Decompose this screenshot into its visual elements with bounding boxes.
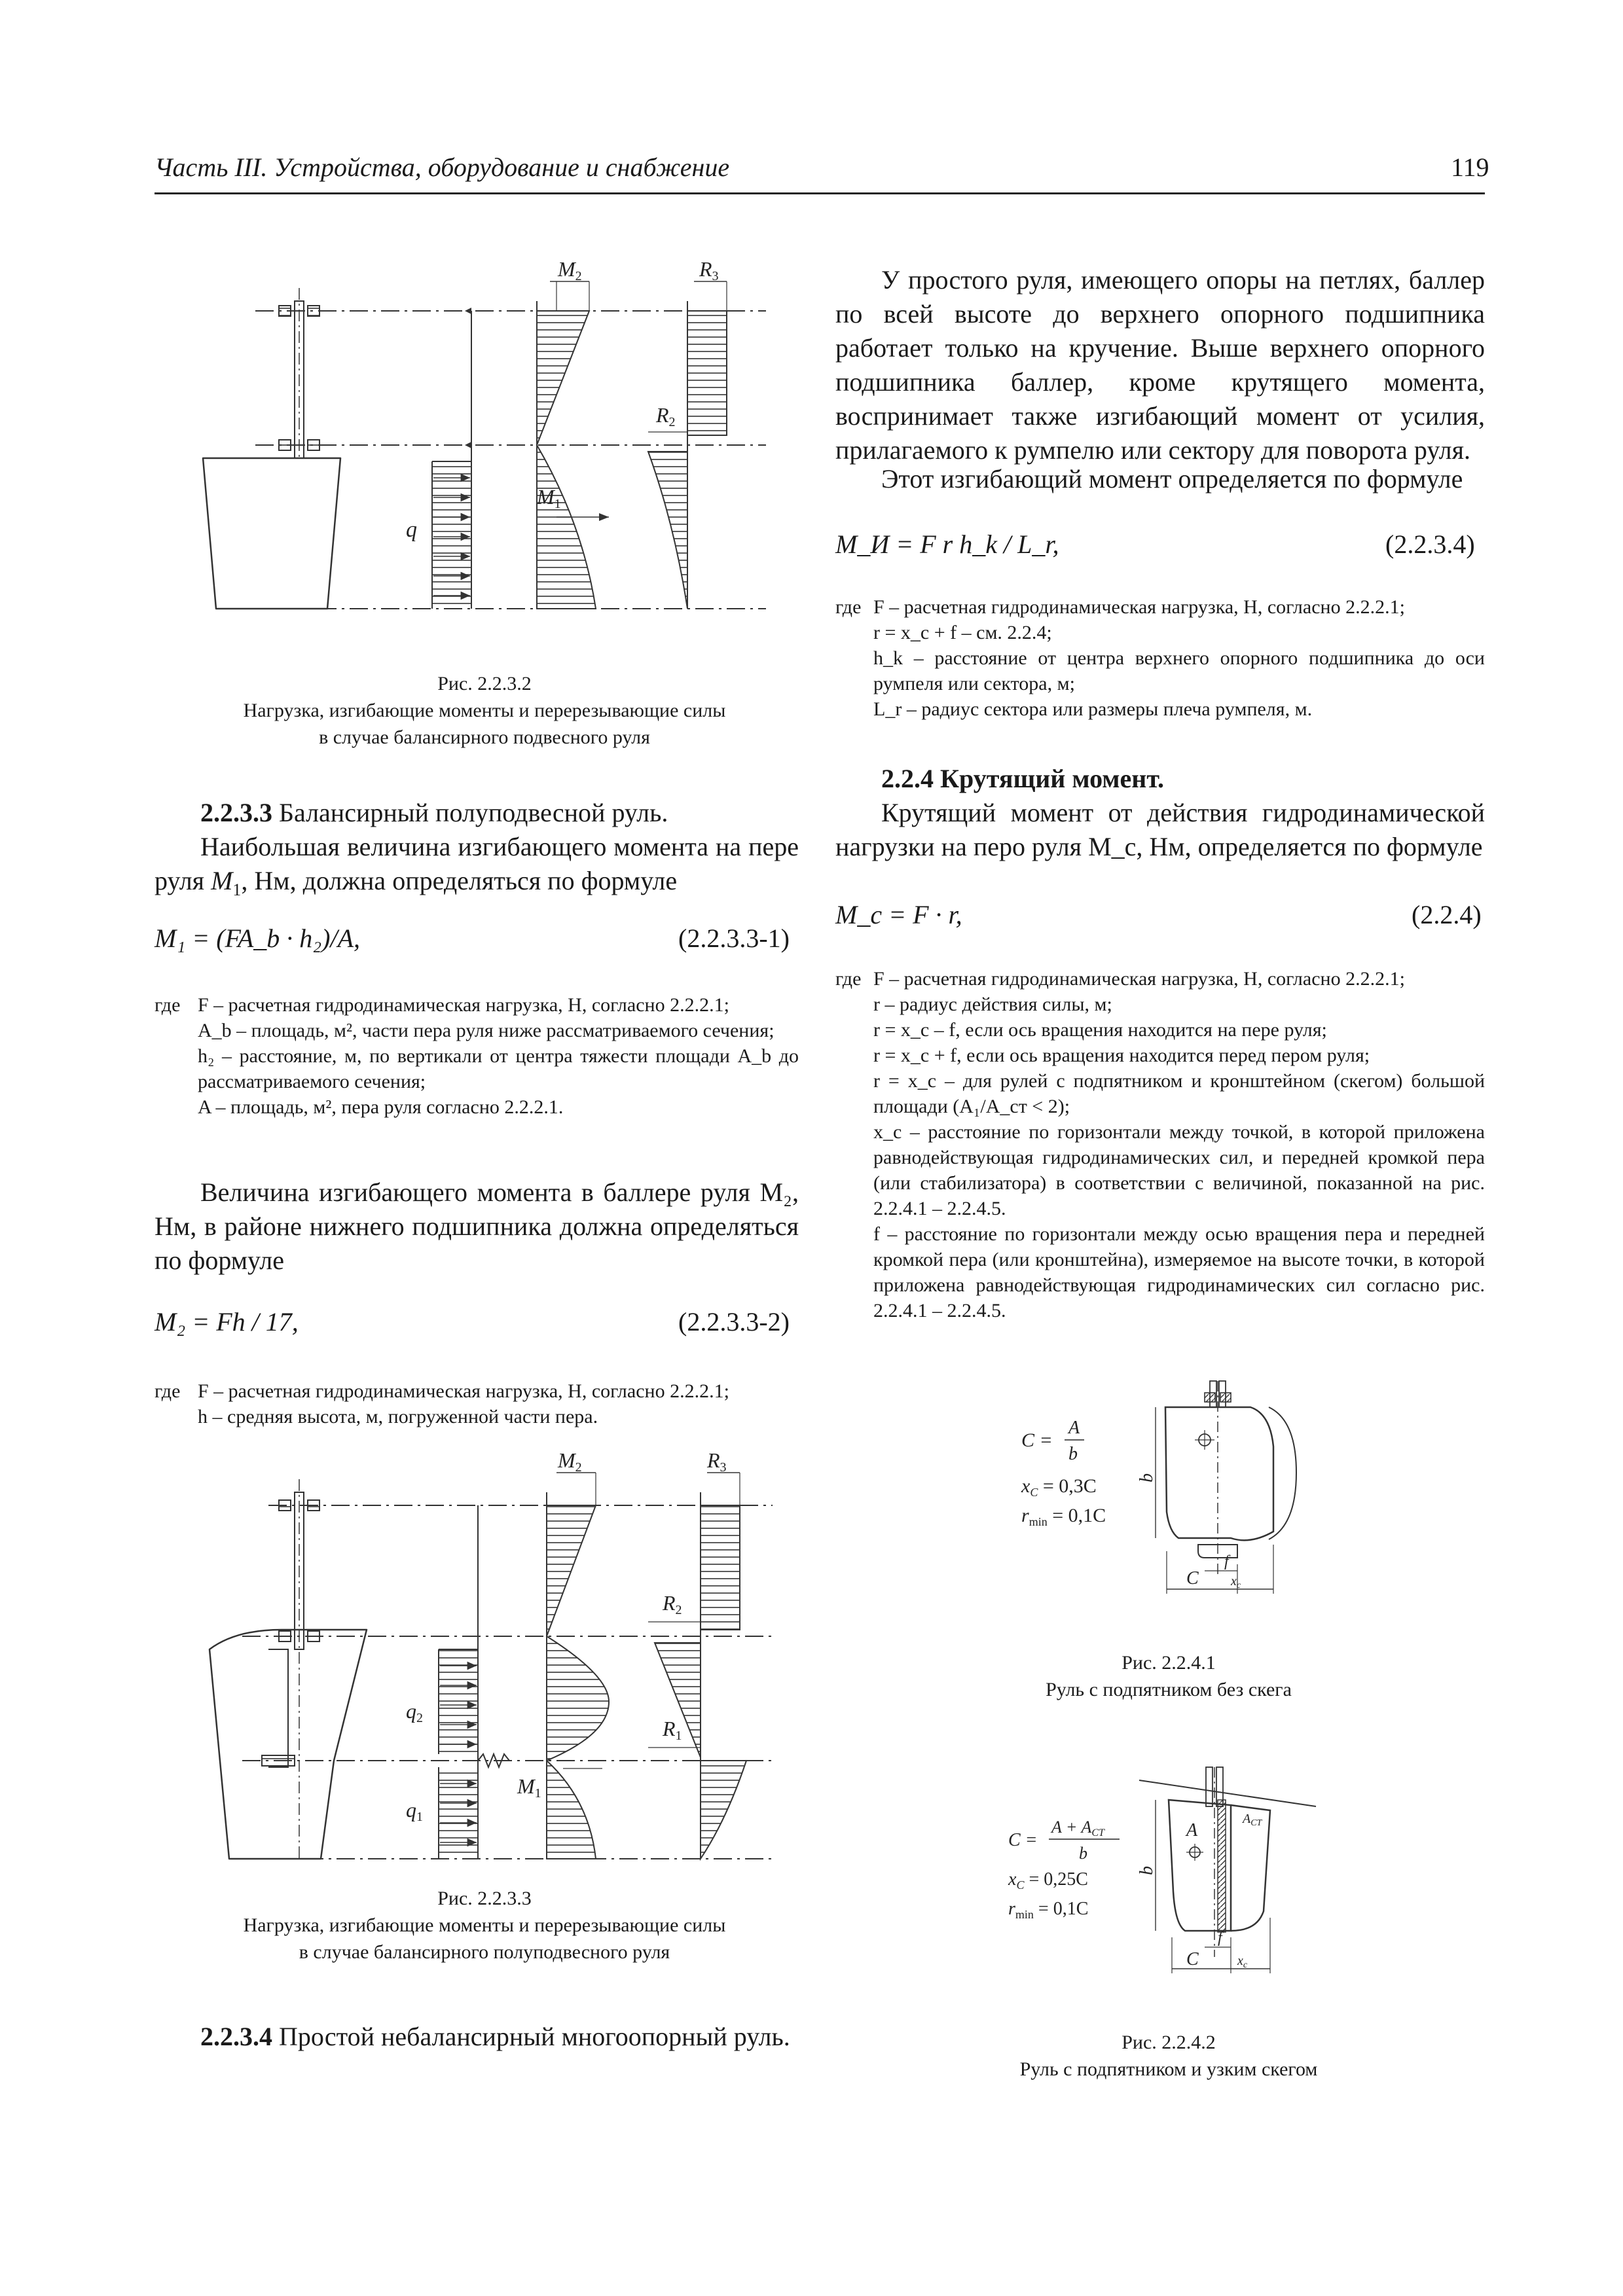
def-text: h – средняя высота, м, погруженной части пера. xyxy=(198,1406,598,1427)
caption-2-2-4-1 xyxy=(943,1649,1395,1703)
formula-2-2-3-3-2: M₂ = Fh / 17, xyxy=(155,1307,299,1336)
svg-text:f: f xyxy=(1218,1929,1222,1946)
figure-2-2-3-2 xyxy=(190,262,779,628)
caption-number: Рис. 2.2.3.3 xyxy=(437,1888,532,1909)
svg-text:xC = 0,25C: $x_C = 0,25C$ xyxy=(1008,1869,1088,1892)
figure-2-2-4-2-drawing xyxy=(995,1761,1336,1983)
formula-number: (2.2.3.3-2) xyxy=(678,1307,790,1336)
definitions-2-2-4 xyxy=(835,966,1485,1323)
svg-text:A + ACT: A + ACT xyxy=(1051,1818,1104,1839)
section-2-2-3-4 xyxy=(155,2020,799,2054)
svg-text:A: A xyxy=(1068,1418,1080,1438)
caption-2-2-3-2 xyxy=(177,670,792,751)
svg-text:R3: R3 xyxy=(707,1453,727,1475)
def-text: x_c – расстояние по горизонтали между точкой, в которой приложена равнодействующая гидродинамических сил, и передней кромкой пера (или стабилизатора) в соответствии с величиной, показанной на рис. 2.2.4.1 – 2.2.4.5. xyxy=(873,1121,1485,1219)
svg-text:R3: R3 xyxy=(699,262,719,283)
def-text: A_b – площадь, м², части пера руля ниже рассматриваемого сечения; xyxy=(198,1020,775,1041)
figure-2-2-3-3-drawing xyxy=(190,1453,792,1872)
caption-line: в случае балансирного полуподвесного руля xyxy=(299,1941,670,1963)
header-rule xyxy=(155,192,1485,194)
formula-number: (2.2.3.3-1) xyxy=(678,924,790,953)
def-text: r = x_c + f, если ось вращения находится перед пером руля; xyxy=(873,1045,1370,1066)
svg-text:M2: M2 xyxy=(558,1453,582,1475)
svg-text:rmin = 0,1C: $r_{min} = 0,1C$ xyxy=(1008,1899,1089,1921)
paragraph-text: Наибольшая величина изгибающего момента на пере руля xyxy=(155,832,799,895)
paragraph-m2: Величина изгибающего момента в баллере руля M₂, Нм, в районе нижнего подшипника должна определяться по формуле xyxy=(155,1177,799,1275)
svg-text:A: A xyxy=(1186,1820,1198,1840)
svg-text:R2: R2 xyxy=(663,1591,682,1617)
definitions-2-2-3-4 xyxy=(835,594,1485,722)
def-text: f – расстояние по горизонтали между осью вращения пера и передней кромкой пера (или кронштейна), измеряемое на высоте точки, в которой приложена равнодействующая гидродинамических сил согласно рис. 2.2.4.1 – 2.2.4.5. xyxy=(873,1223,1485,1321)
def-text: F – расчетная гидродинамическая нагрузка, Н, согласно 2.2.2.1; xyxy=(873,968,1405,990)
def-text: r = x_c – для рулей с подпятником и кронштейном (скегом) большой площади (A₁/A_ст < 2); xyxy=(873,1070,1485,1117)
figure-2-2-4-2 xyxy=(995,1761,1336,1983)
svg-text:f: f xyxy=(1224,1553,1229,1570)
def-lead: где xyxy=(155,1380,181,1402)
svg-text:C =: C = xyxy=(1008,1830,1038,1850)
subscript: 1 xyxy=(232,880,242,899)
def-text: h_k – расстояние от центра верхнего опорного подшипника до оси румпеля или сектора, м; xyxy=(873,647,1485,694)
caption-line: в случае балансирного подвесного руля xyxy=(319,726,650,748)
figure-2-2-3-2-drawing xyxy=(190,262,779,628)
def-text: F – расчетная гидродинамическая нагрузка, Н, согласно 2.2.2.1; xyxy=(873,596,1405,618)
label-q: q xyxy=(406,518,417,542)
caption-2-2-3-3 xyxy=(177,1885,792,1965)
figure-2-2-4-1 xyxy=(1015,1368,1322,1617)
caption-number: Рис. 2.2.3.2 xyxy=(437,673,532,694)
formula-number: (2.2.4) xyxy=(1412,900,1482,929)
section-number: 2.2.3.3 xyxy=(200,798,272,827)
svg-text:xC = 0,3C: $x_C = 0,3C$ xyxy=(1021,1475,1097,1499)
caption-number: Рис. 2.2.4.1 xyxy=(1122,1652,1216,1674)
section-title: Простой небалансирный многоопорный руль. xyxy=(272,2022,790,2051)
formula-2-2-3-3-1: M₁ = (FA_b · h₂)/A, xyxy=(155,924,361,953)
caption-line: Нагрузка, изгибающие моменты и перерезывающие силы xyxy=(243,1914,726,1936)
svg-text:b: b xyxy=(1137,1866,1157,1875)
svg-text:M1: M1 xyxy=(517,1774,541,1801)
def-lead: где xyxy=(835,596,862,618)
def-text: F – расчетная гидродинамическая нагрузка, Н, согласно 2.2.2.1; xyxy=(198,994,729,1016)
section-number: 2.2.3.4 xyxy=(200,2022,272,2051)
paragraph-torque: Крутящий момент от действия гидродинамической нагрузки на перо руля M_c, Нм, определяется по формуле xyxy=(835,798,1485,861)
section-2-2-4 xyxy=(835,762,1485,864)
symbol: M xyxy=(211,866,233,895)
definitions-2-2-3-3-2 xyxy=(155,1378,799,1429)
formula-number: (2.2.3.4) xyxy=(1385,529,1475,559)
svg-text:ACT: $A_{CT}$ xyxy=(1243,1812,1262,1828)
section-2-2-3-3-intro xyxy=(155,796,799,907)
caption-2-2-4-2 xyxy=(943,2029,1395,2083)
formula-2-2-4: M_c = F · r, xyxy=(835,900,962,929)
paragraph-simple-rudder: У простого руля, имеющего опоры на петлях, баллер по всей высоте до верхнего опорного подшипника работает только на кручение. Выше верхнего опорного подшипника баллер, кроме крутящего момента, воспринимает также изгибающий момент от усилия, прилагаемого к румпелю или сектору для поворота руля. xyxy=(835,265,1485,465)
def-text: h₂ – расстояние, м, по вертикали от центра тяжести площади A_b до рассматриваемого сечения; xyxy=(198,1045,799,1092)
svg-text:R2: R2 xyxy=(656,403,676,429)
paragraph-formula-intro: Этот изгибающий момент определяется по формуле xyxy=(881,464,1463,493)
svg-text:xc: $x_c$ xyxy=(1231,1574,1241,1590)
svg-text:C: C xyxy=(1186,1949,1199,1969)
svg-text:C: C xyxy=(1186,1568,1199,1588)
svg-text:rmin = 0,1C: $r_{min} = 0,1C$ xyxy=(1021,1505,1106,1528)
svg-text:xc: $x_c$ xyxy=(1237,1954,1248,1970)
svg-text:C =: C = xyxy=(1021,1429,1053,1451)
figure-2-2-4-1-drawing xyxy=(1015,1368,1322,1617)
svg-text:M2: M2 xyxy=(558,262,582,283)
page-number: 119 xyxy=(1451,152,1489,182)
svg-text:q2: q2 xyxy=(406,1699,423,1725)
caption-number: Рис. 2.2.4.2 xyxy=(1122,2032,1216,2053)
caption-line: Руль с подпятником и узким скегом xyxy=(1019,2058,1318,2080)
caption-line: Руль с подпятником без скега xyxy=(1046,1679,1292,1700)
svg-text:R1: R1 xyxy=(663,1717,682,1743)
section-title: Балансирный полуподвесной руль. xyxy=(272,798,668,827)
def-text: r = x_c – f, если ось вращения находится на пере руля; xyxy=(873,1019,1327,1041)
def-text: A – площадь, м², пера руля согласно 2.2.2.1. xyxy=(198,1096,564,1118)
formula-2-2-3-4: M_И = F r h_k / L_r, xyxy=(835,529,1059,559)
def-lead: где xyxy=(835,968,862,990)
def-text: F – расчетная гидродинамическая нагрузка, Н, согласно 2.2.2.1; xyxy=(198,1380,729,1402)
figure-2-2-3-3 xyxy=(190,1453,792,1872)
def-text: r – радиус действия силы, м; xyxy=(873,994,1112,1015)
paragraph-text: , Нм, должна определяться по формуле xyxy=(241,866,678,895)
def-lead: где xyxy=(155,994,181,1016)
running-header-title: Часть III. Устройства, оборудование и снабжение xyxy=(155,152,730,182)
caption-line: Нагрузка, изгибающие моменты и перерезывающие силы xyxy=(243,700,726,721)
svg-text:b: b xyxy=(1137,1473,1157,1482)
svg-text:b: b xyxy=(1068,1444,1078,1464)
svg-text:b: b xyxy=(1079,1844,1087,1863)
svg-text:q1: q1 xyxy=(406,1798,423,1824)
def-text: r = x_c + f – см. 2.2.4; xyxy=(873,622,1052,643)
definitions-2-2-3-3-1 xyxy=(155,992,799,1120)
svg-text:M1: M1 xyxy=(537,485,561,511)
def-text: L_r – радиус сектора или размеры плеча румпеля, м. xyxy=(873,698,1313,720)
section-title: 2.2.4 Крутящий момент. xyxy=(881,764,1164,793)
